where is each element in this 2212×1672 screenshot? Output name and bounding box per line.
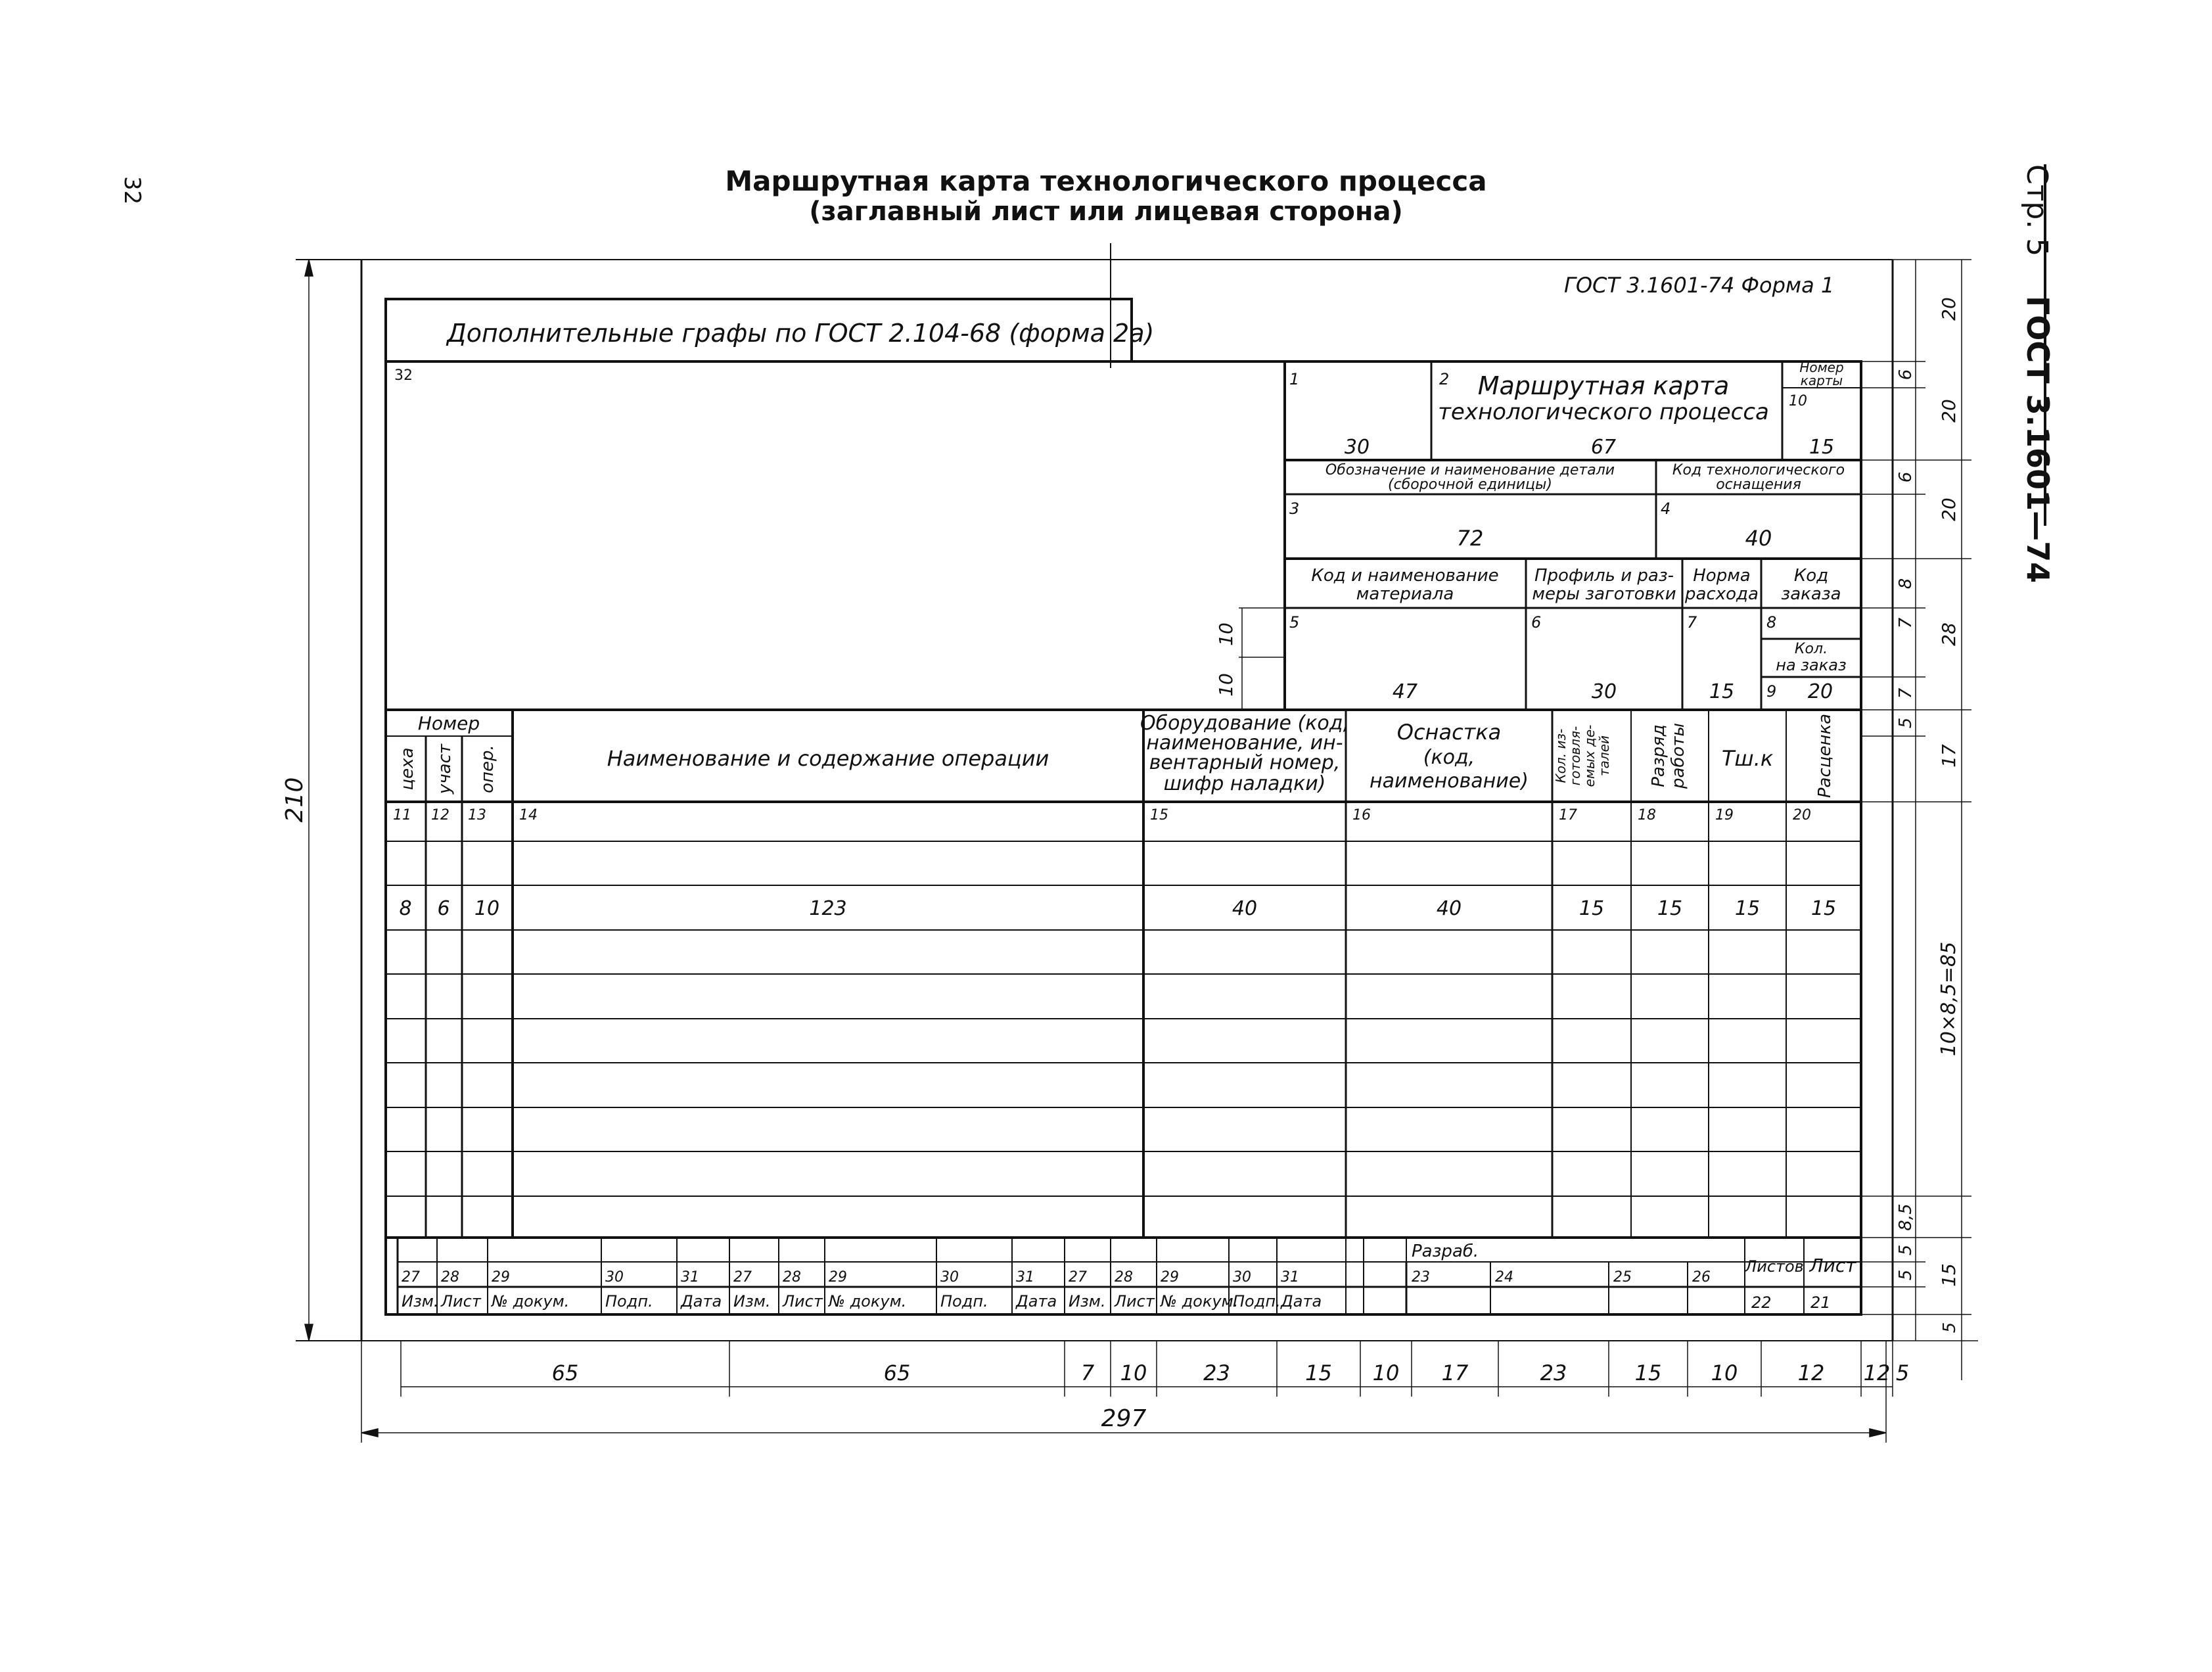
col-time: Тш.к — [1721, 746, 1774, 771]
field-15: 15 — [1150, 807, 1168, 824]
form-label: ГОСТ 3.1601-74 Форма 1 — [1564, 273, 1835, 298]
main-form-border — [386, 361, 1861, 1314]
header-left-dims — [1239, 608, 1285, 710]
stamp-label: Изм. — [733, 1292, 771, 1311]
dim-r-5d: 5 — [1940, 1322, 1960, 1334]
card-no-label-2: карты — [1800, 373, 1843, 388]
col-equipment-2: наименование, ин- — [1146, 732, 1343, 755]
dim-label: 12 — [1863, 1360, 1891, 1385]
dim-label: 17 — [1441, 1360, 1469, 1385]
stamp-num: 27 — [733, 1269, 752, 1286]
field-19: 19 — [1715, 807, 1734, 824]
stamp-label: № докум. — [492, 1292, 570, 1311]
dim-label: 7 — [1080, 1360, 1095, 1385]
field-16: 16 — [1352, 807, 1371, 824]
field-14: 14 — [519, 807, 538, 824]
dim-label: 12 — [1797, 1360, 1825, 1385]
stamp-num: 24 — [1495, 1269, 1513, 1286]
tooling-code-label-1: Код технологического — [1672, 462, 1845, 478]
order-code-label-2: заказа — [1781, 584, 1841, 604]
col-shop: цеха — [398, 747, 417, 791]
col-name: Наименование и содержание операции — [607, 746, 1049, 771]
right-dim-texts — [1896, 297, 1960, 1333]
dim-label: 10 — [1372, 1360, 1400, 1385]
dim-r-28: 28 — [1938, 622, 1960, 646]
stamp-num: 30 — [605, 1269, 624, 1286]
field-22: 22 — [1751, 1293, 1772, 1312]
field-8: 8 — [1766, 613, 1777, 632]
stamp-num: 29 — [1161, 1269, 1179, 1286]
stamp-label: Изм. — [402, 1292, 439, 1311]
dim-label: 5 — [1895, 1360, 1910, 1385]
stamp-cells — [398, 1238, 1711, 1314]
col-tooling-3: наименование) — [1370, 770, 1529, 793]
dim-r-20a: 20 — [1938, 297, 1960, 321]
dim-r-5a: 5 — [1896, 717, 1916, 729]
stamp-num: 28 — [1115, 1269, 1133, 1286]
dim-r-5b: 5 — [1896, 1244, 1916, 1256]
field-10: 10 — [1789, 393, 1807, 409]
designation-label-1: Обозначение и наименование детали — [1325, 462, 1615, 478]
additional-columns-label: Дополнительные графы по ГОСТ 2.104-68 (форма 2а) — [447, 319, 1155, 348]
profile-label-1: Профиль и раз- — [1534, 566, 1674, 586]
field-1-width: 30 — [1344, 436, 1370, 459]
header-texts — [1289, 360, 1847, 703]
width-17: 15 — [1578, 897, 1605, 920]
width-12: 6 — [437, 897, 450, 920]
stamp-label: Дата — [1281, 1292, 1322, 1311]
stamp-num: 29 — [829, 1269, 847, 1286]
width-16: 40 — [1436, 897, 1462, 920]
stamp-label: Дата — [681, 1292, 722, 1311]
width-19: 15 — [1734, 897, 1761, 920]
field-21: 21 — [1810, 1293, 1831, 1312]
designation-label-2: (сборочной единицы) — [1388, 476, 1552, 493]
stamp-num: 30 — [940, 1269, 959, 1286]
dim-r-7a: 7 — [1896, 617, 1916, 629]
dim-r-85: 10×8,5=85 — [1937, 941, 1960, 1057]
stamp-num: 31 — [681, 1269, 699, 1286]
field-9-width: 20 — [1807, 680, 1833, 703]
stamp-label: Лист — [1115, 1292, 1155, 1311]
field-13: 13 — [468, 807, 486, 824]
field-3-width: 72 — [1456, 526, 1484, 551]
stamp-label: Изм. — [1069, 1292, 1106, 1311]
field-20: 20 — [1793, 807, 1811, 824]
page-number-left: 32 — [119, 176, 145, 205]
stamp-num: 29 — [492, 1269, 510, 1286]
dim-label: 65 — [551, 1360, 579, 1385]
right-dimensions — [1861, 260, 1971, 1380]
dim-r-6a: 6 — [1896, 369, 1916, 381]
field-5-width: 47 — [1392, 680, 1418, 703]
number-label: Номер — [417, 712, 480, 734]
col-rate: Расценка — [1815, 713, 1835, 799]
norm-label-2: расхода — [1685, 584, 1759, 604]
stamp-num: 23 — [1412, 1269, 1430, 1286]
col-equipment-4: шифр наладки) — [1163, 772, 1326, 795]
stamp-label: Лист — [783, 1292, 823, 1311]
sheet-label: Лист — [1809, 1255, 1856, 1276]
qty-order-label-1: Кол. — [1794, 641, 1828, 657]
norm-label-1: Норма — [1693, 566, 1751, 586]
dim-r-20c: 20 — [1938, 498, 1960, 521]
dim-r-20b: 20 — [1938, 399, 1960, 423]
operations-table — [386, 710, 1861, 1238]
page-subtitle: (заглавный лист или лицевая сторона) — [809, 197, 1403, 227]
stamp-num: 30 — [1233, 1269, 1251, 1286]
width-13: 10 — [474, 897, 500, 920]
col-op: опер. — [478, 745, 497, 793]
tooling-code-label-2: оснащения — [1716, 476, 1801, 493]
footer-texts — [1412, 1242, 1856, 1312]
col-qty-4: талей — [1596, 735, 1612, 776]
width-18: 15 — [1657, 897, 1683, 920]
dim-r-8: 8 — [1896, 578, 1916, 590]
qty-order-label-2: на заказ — [1776, 656, 1847, 674]
stamp-label: Подп. — [605, 1292, 653, 1311]
col-tooling-2: (код, — [1423, 746, 1475, 769]
field-32: 32 — [394, 367, 413, 384]
card-title-2: технологического процесса — [1438, 399, 1769, 425]
field-18: 18 — [1638, 807, 1656, 824]
developed-label: Разраб. — [1412, 1242, 1479, 1261]
dim-label: 15 — [1305, 1360, 1332, 1385]
field-11: 11 — [393, 807, 411, 824]
col-section: участ — [435, 743, 455, 795]
dim-r-7b: 7 — [1896, 687, 1916, 699]
field-2-width: 67 — [1590, 436, 1617, 459]
stamp-num: 31 — [1016, 1269, 1034, 1286]
stamp-num: 28 — [441, 1269, 459, 1286]
dim-label: 23 — [1203, 1360, 1230, 1385]
stamp-num: 25 — [1613, 1269, 1632, 1286]
bottom-dim-ticks — [401, 1341, 1909, 1397]
stamp-label: № докум. — [1161, 1292, 1239, 1311]
field-1: 1 — [1289, 370, 1300, 388]
dim-label: 10 — [1120, 1360, 1147, 1385]
sheets-label: Листов — [1745, 1257, 1804, 1276]
dim-10a: 10 — [1215, 622, 1237, 646]
col-equipment-3: вентарный номер, — [1149, 751, 1341, 774]
col-qty-3: емых де- — [1582, 724, 1598, 787]
stamp-num: 28 — [783, 1269, 801, 1286]
field-4: 4 — [1661, 499, 1671, 518]
col-tooling-1: Оснастка — [1396, 720, 1502, 745]
dim-label: 65 — [883, 1360, 911, 1385]
col-grade-1: Разряд — [1649, 724, 1669, 787]
dim-r-17: 17 — [1938, 744, 1960, 768]
col-qty-2: готовля- — [1567, 726, 1583, 786]
dim-r-5c: 5 — [1896, 1269, 1916, 1281]
page-label: Стр. 5 — [2020, 164, 2054, 257]
stamp-label: № докум. — [829, 1292, 907, 1311]
stamp-label: Подп. — [1233, 1292, 1281, 1311]
card-no-label-1: Номер — [1799, 360, 1844, 375]
field-7: 7 — [1687, 613, 1697, 632]
dim-total-width: 297 — [1101, 1405, 1147, 1432]
order-code-label-1: Код — [1793, 566, 1829, 586]
stamp-num: 31 — [1281, 1269, 1299, 1286]
col-qty-1: Кол. из- — [1553, 728, 1569, 783]
material-label-2: материала — [1356, 584, 1454, 604]
field-2: 2 — [1439, 370, 1450, 388]
page-title: Маршрутная карта технологического процесса — [725, 165, 1487, 197]
dim-r-15: 15 — [1938, 1263, 1960, 1287]
gost-label: ГОСТ 3.1601—74 — [2020, 296, 2056, 584]
field-10-width: 15 — [1809, 436, 1835, 459]
stamp-num: 27 — [1069, 1269, 1087, 1286]
field-12: 12 — [431, 807, 449, 824]
stamp-label: Подп. — [940, 1292, 988, 1311]
width-15: 40 — [1232, 897, 1258, 920]
col-equipment-1: Оборудование (код, — [1140, 712, 1349, 735]
dim-label: 23 — [1540, 1360, 1567, 1385]
stamp-label: Дата — [1016, 1292, 1057, 1311]
field-7-width: 15 — [1709, 680, 1735, 703]
field-4-width: 40 — [1745, 526, 1772, 551]
stamp-num: 26 — [1692, 1269, 1711, 1286]
stamp-label: Лист — [441, 1292, 481, 1311]
col-grade-2: работы — [1669, 722, 1688, 789]
field-5: 5 — [1289, 613, 1300, 632]
field-17: 17 — [1559, 807, 1577, 824]
material-label-1: Код и наименование — [1311, 566, 1499, 586]
card-title-1: Маршрутная карта — [1477, 371, 1730, 400]
dim-r-6b: 6 — [1896, 471, 1916, 483]
table-header-texts — [393, 712, 1836, 920]
width-20: 15 — [1810, 897, 1837, 920]
profile-label-2: меры заготовки — [1532, 584, 1676, 604]
dim-10b: 10 — [1215, 673, 1237, 697]
field-9: 9 — [1766, 682, 1777, 701]
field-3: 3 — [1289, 499, 1300, 518]
dim-r-8-5: 8,5 — [1896, 1203, 1916, 1231]
stamp-num: 27 — [402, 1269, 420, 1286]
dim-label: 10 — [1711, 1360, 1738, 1385]
dim-left-height: 210 — [281, 777, 308, 823]
width-11: 8 — [399, 897, 412, 920]
dim-label: 15 — [1634, 1360, 1662, 1385]
field-6: 6 — [1531, 613, 1542, 632]
width-14: 123 — [809, 897, 847, 920]
field-6-width: 30 — [1591, 680, 1617, 703]
